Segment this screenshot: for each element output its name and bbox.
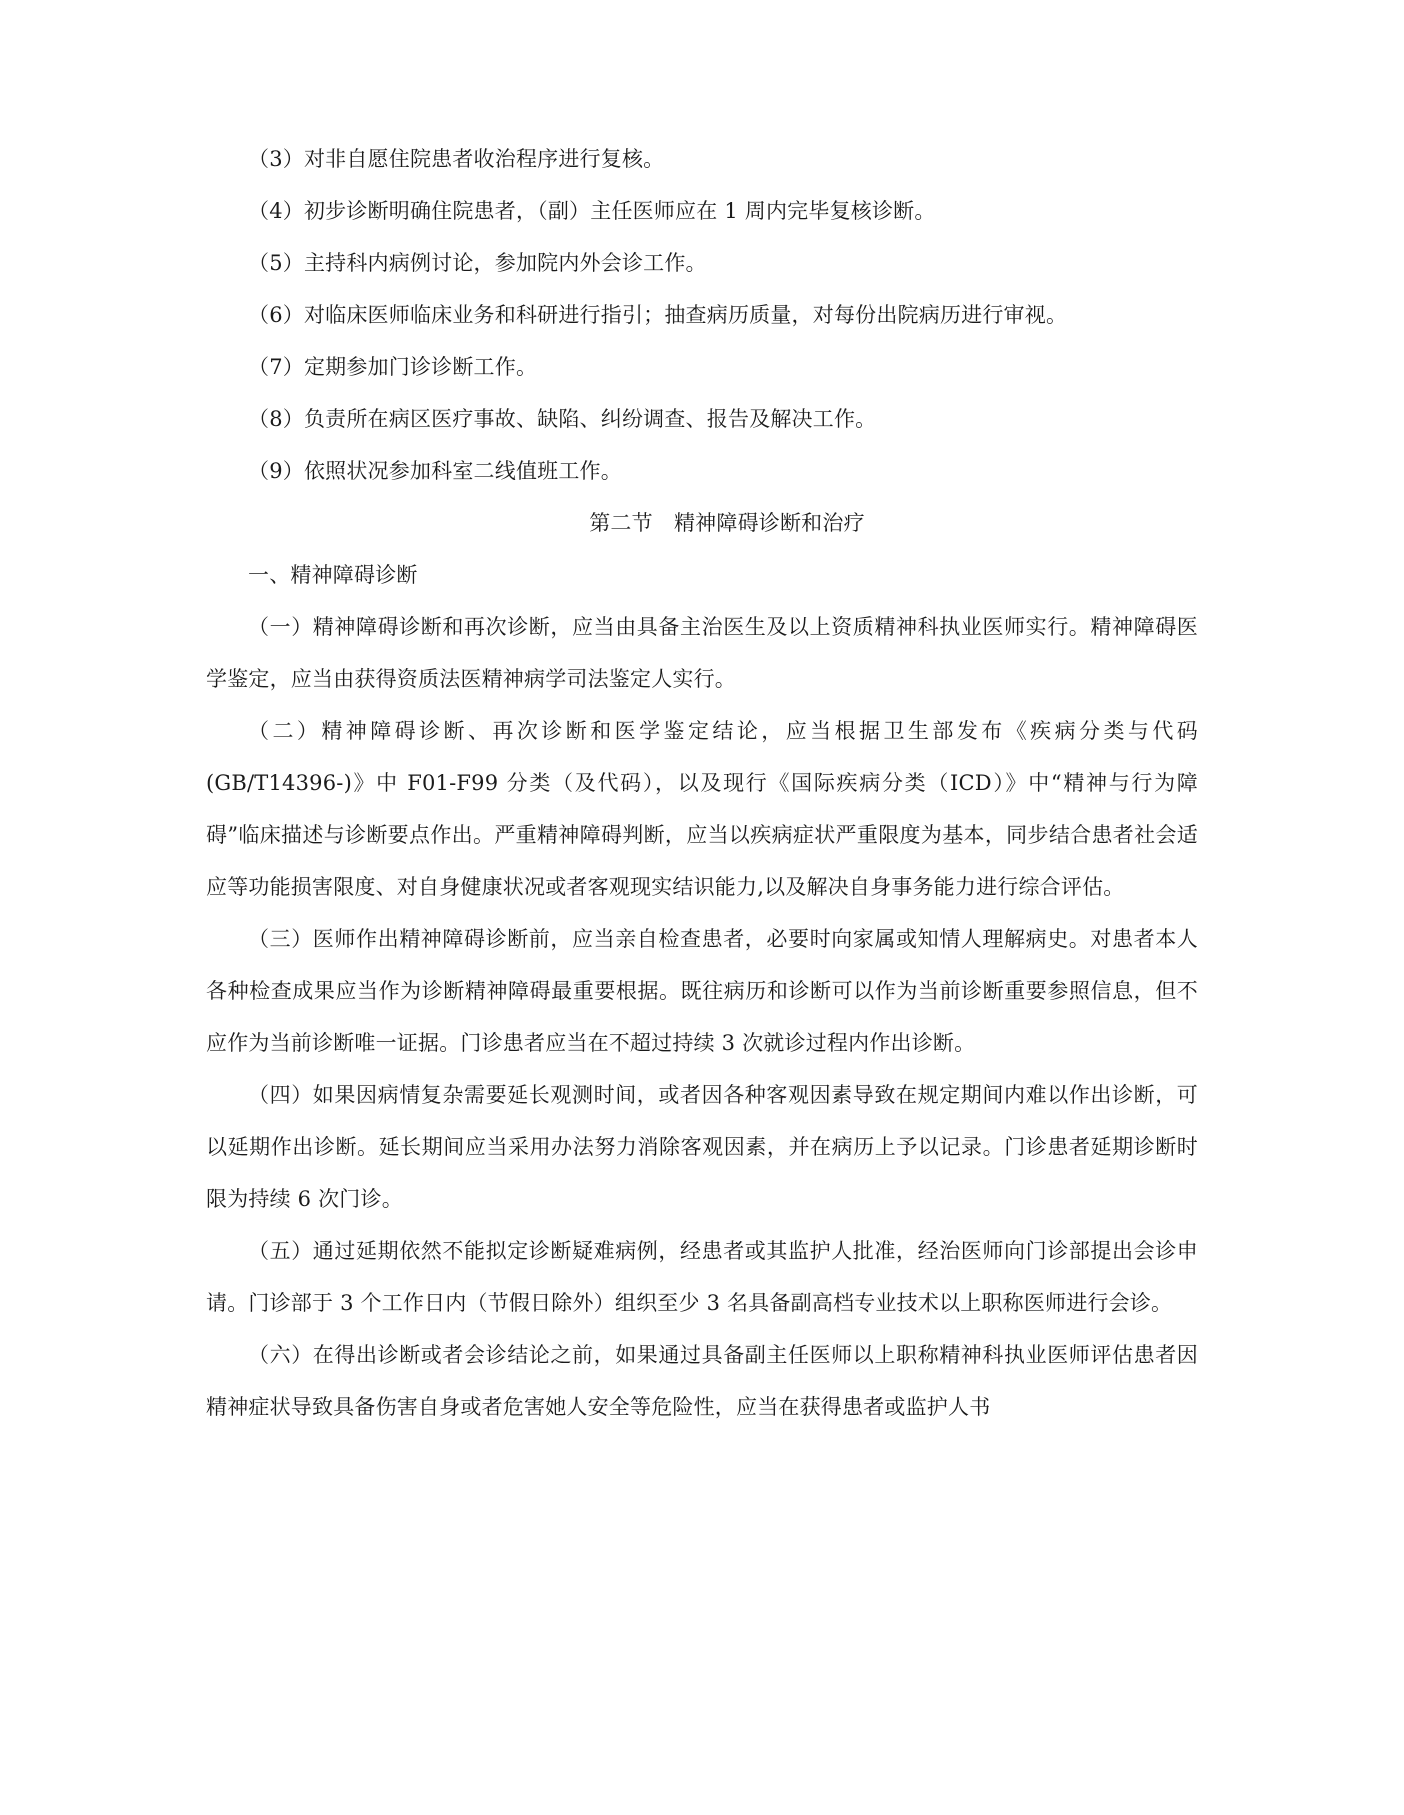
list-item: （9）依照状况参加科室二线值班工作。 [248, 459, 622, 483]
list-item: （7）定期参加门诊诊断工作。 [248, 355, 538, 379]
section-heading: 第二节 精神障碍诊断和治疗 [589, 511, 865, 535]
list-item: （8）负责所在病区医疗事故、缺陷、纠纷调查、报告及解决工作。 [248, 407, 877, 431]
paragraph: （二）精神障碍诊断、再次诊断和医学鉴定结论，应当根据卫生部发布《疾病分类与代码(GB/T14396-)》中 F01-F99 分类（及代码），以及现行《国际疾病分类（ICD）》中“精神与行为障碍”临床描述与诊断要点作出。严重精神障碍判断，应当以疾病症状严重限度为基本，同步结合患者社会适应等功能损害限度、对自身健康状况或者客观现实结识能力,以及解决自身事务能力进行综合评估。 [206, 719, 1198, 899]
paragraph: （四）如果因病情复杂需要延长观测时间，或者因各种客观因素导致在规定期间内难以作出诊断，可以延期作出诊断。延长期间应当采用办法努力消除客观因素，并在病历上予以记录。门诊患者延期诊断时限为持续 6 次门诊。 [206, 1083, 1198, 1211]
paragraph: （五）通过延期依然不能拟定诊断疑难病例，经患者或其监护人批准，经治医师向门诊部提出会诊申请。门诊部于 3 个工作日内（节假日除外）组织至少 3 名具备副高档专业技术以上职称医师进行会诊。 [206, 1239, 1198, 1315]
paragraph: （六）在得出诊断或者会诊结论之前，如果通过具备副主任医师以上职称精神科执业医师评估患者因精神症状导致具备伤害自身或者危害她人安全等危险性，应当在获得患者或监护人书 [206, 1343, 1198, 1419]
list-item: （6）对临床医师临床业务和科研进行指引；抽查病历质量，对每份出院病历进行审视。 [248, 303, 1068, 327]
list-item: （4）初步诊断明确住院患者，（副）主任医师应在 1 周内完毕复核诊断。 [248, 199, 936, 223]
document-body [206, 133, 1198, 1433]
list-item: （5）主持科内病例讨论，参加院内外会诊工作。 [248, 251, 707, 275]
list-item: （3）对非自愿住院患者收治程序进行复核。 [248, 147, 665, 171]
subheading: 一、精神障碍诊断 [248, 563, 418, 587]
paragraph: （三）医师作出精神障碍诊断前，应当亲自检查患者，必要时向家属或知情人理解病史。对患者本人各种检查成果应当作为诊断精神障碍最重要根据。既往病历和诊断可以作为当前诊断重要参照信息，但不应作为当前诊断唯一证据。门诊患者应当在不超过持续 3 次就诊过程内作出诊断。 [206, 927, 1198, 1055]
paragraph: （一）精神障碍诊断和再次诊断，应当由具备主治医生及以上资质精神科执业医师实行。精神障碍医学鉴定，应当由获得资质法医精神病学司法鉴定人实行。 [206, 615, 1198, 691]
